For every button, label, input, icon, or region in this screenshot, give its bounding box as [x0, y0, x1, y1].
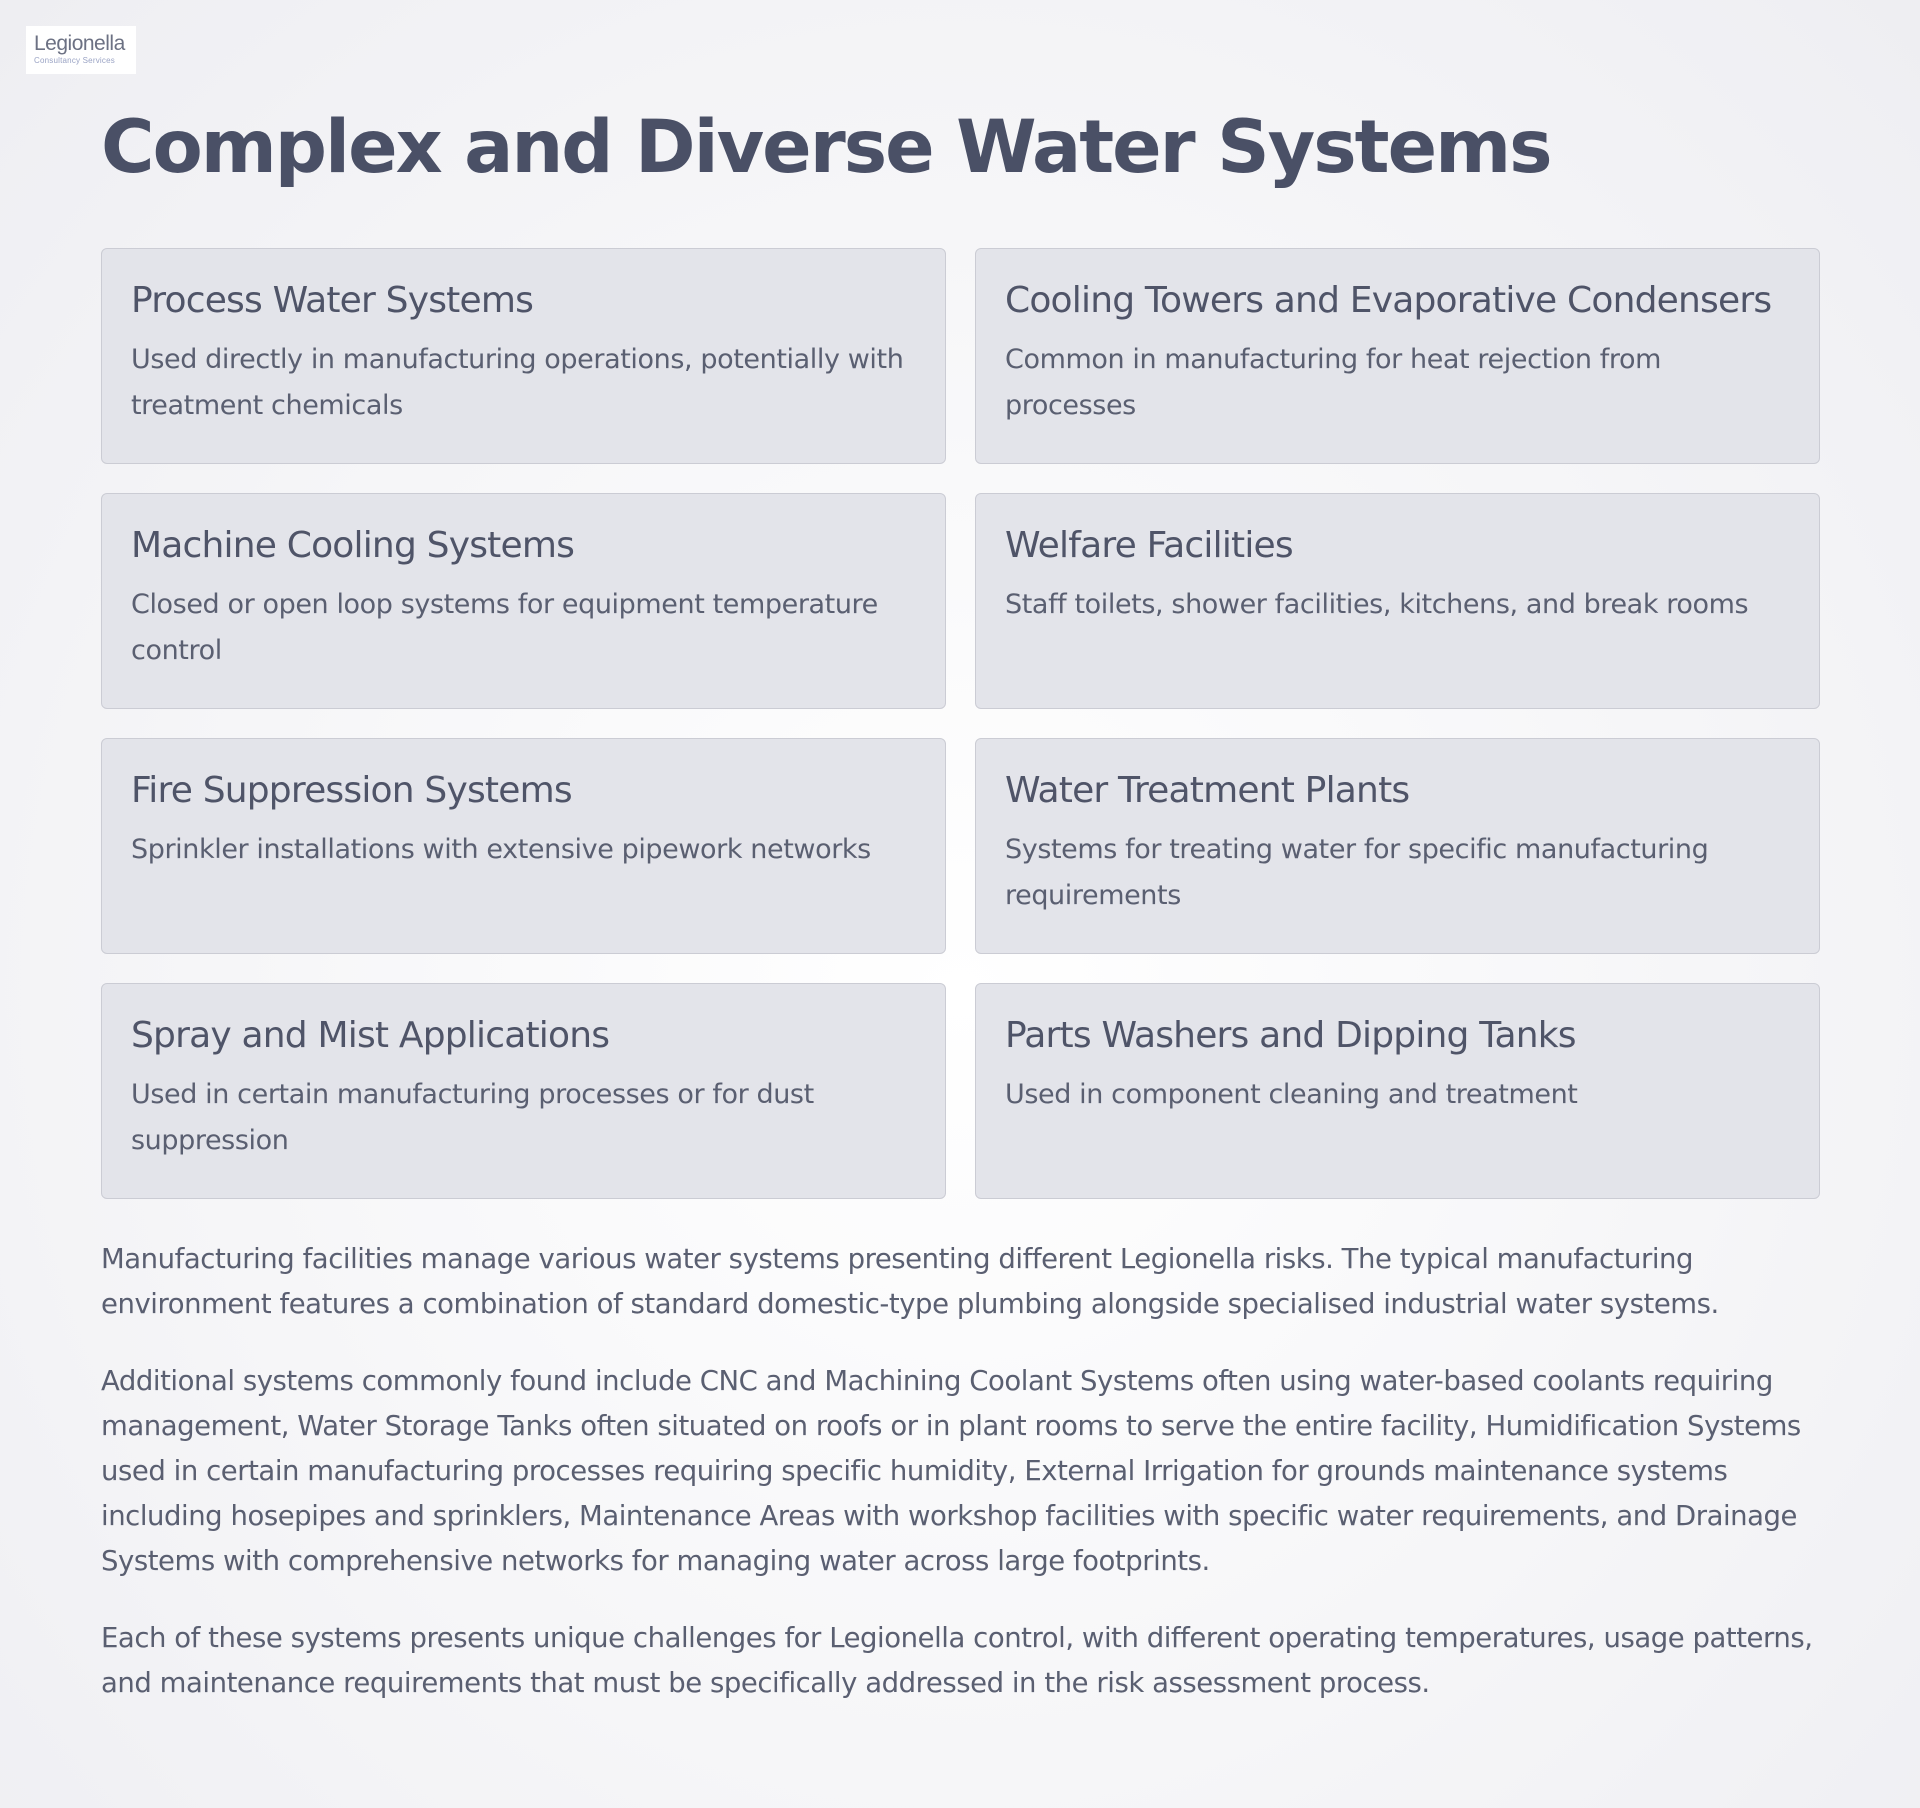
card-cooling-towers	[975, 248, 1820, 464]
card-spray-and-mist-applications	[101, 983, 946, 1199]
card-description: Used in component cleaning and treatment	[1005, 1079, 1578, 1110]
page-title: Complex and Diverse Water Systems	[101, 105, 1551, 190]
card-title: Parts Washers and Dipping Tanks	[1005, 1015, 1576, 1056]
card-title: Water Treatment Plants	[1005, 770, 1410, 811]
card-description: Staff toilets, shower facilities, kitchens, and break rooms	[1005, 589, 1749, 620]
card-title: Spray and Mist Applications	[131, 1015, 610, 1056]
card-fire-suppression-systems	[101, 738, 946, 954]
card-description: Closed or open loop systems for equipment temperature control	[131, 589, 878, 666]
card-description: Used directly in manufacturing operations, potentially with treatment chemicals	[131, 344, 904, 421]
card-description: Sprinkler installations with extensive pipework networks	[131, 834, 871, 865]
water-systems-grid	[101, 248, 1819, 1199]
conclusion-paragraph: Each of these systems presents unique challenges for Legionella control, with different operating temperatures, usage patterns, and maintenance requirements that must be specifically addressed in the risk assessment process.	[101, 1622, 1813, 1699]
main-content	[101, 100, 1819, 1706]
additional-systems-paragraph: Additional systems commonly found include CNC and Machining Coolant Systems often using water-based coolants requiring management, Water Storage Tanks often situated on roofs or in plant rooms to serve the entire facility, Humidification Systems used in certain manufacturing processes requiring specific humidity, External Irrigation for grounds maintenance systems including hosepipes and sprinklers, Maintenance Areas with workshop facilities with specific water requirements, and Drainage Systems with comprehensive networks for managing water across large footprints.	[101, 1365, 1801, 1577]
card-water-treatment-plants	[975, 738, 1820, 954]
card-title: Cooling Towers and Evaporative Condensers	[1005, 280, 1772, 321]
card-title: Welfare Facilities	[1005, 525, 1293, 566]
card-welfare-facilities	[975, 493, 1820, 709]
card-title: Fire Suppression Systems	[131, 770, 572, 811]
card-title: Machine Cooling Systems	[131, 525, 575, 566]
company-logo[interactable]	[26, 26, 136, 74]
card-parts-washers	[975, 983, 1820, 1199]
card-description: Systems for treating water for specific manufacturing requirements	[1005, 834, 1709, 911]
intro-paragraph: Manufacturing facilities manage various water systems presenting different Legionella risks. The typical manufacturing environment features a combination of standard domestic-type plumbing alongside specialised industrial water systems.	[101, 1243, 1719, 1320]
card-description: Used in certain manufacturing processes or for dust suppression	[131, 1079, 814, 1156]
card-process-water-systems	[101, 248, 946, 464]
logo-subtitle: Consultancy Services	[34, 56, 115, 65]
card-machine-cooling-systems	[101, 493, 946, 709]
card-description: Common in manufacturing for heat rejection from processes	[1005, 344, 1662, 421]
card-title: Process Water Systems	[131, 280, 534, 321]
logo-wordmark: Legionella	[34, 32, 125, 55]
